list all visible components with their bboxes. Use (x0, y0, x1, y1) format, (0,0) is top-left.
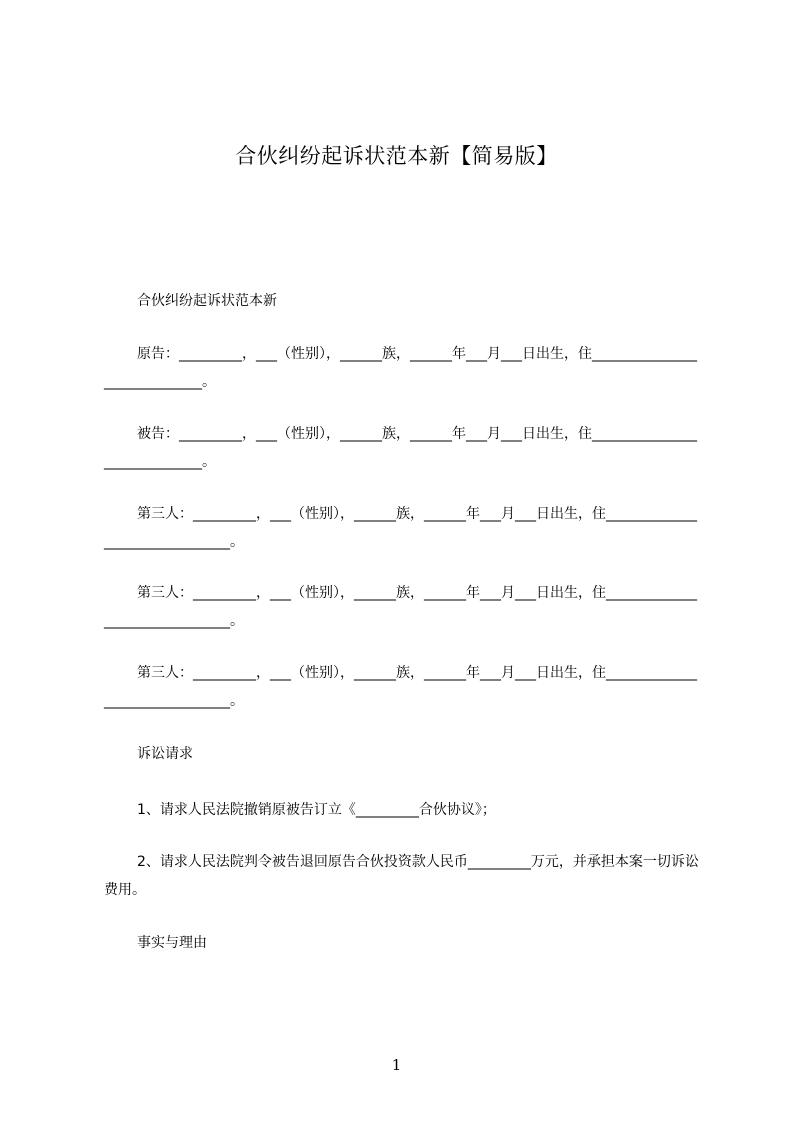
page-number: 1 (391, 1056, 402, 1074)
party-plaintiff: 原告：_________，___（性别），______族，______年___月___日出生，住_____________________________。 (104, 346, 697, 390)
claims-heading: 诉讼请求 (137, 746, 193, 762)
document-title: 合伙纠纷起诉状范本新【简易版】 (235, 144, 558, 168)
claim-item-1: 1、请求人民法院撤销原被告订立《_________合伙协议》； (137, 802, 496, 818)
party-defendant: 被告：_________，___（性别），______族，______年___月___日出生，住_____________________________。 (104, 426, 697, 470)
document-subtitle: 合伙纠纷起诉状范本新 (137, 293, 277, 309)
facts-heading: 事实与理由 (137, 935, 207, 951)
claim-item-2: 2、请求人民法院判令被告退回原告合伙投资款人民币_________万元，并承担本案一切诉讼费用。 (104, 854, 699, 898)
party-third-3: 第三人：_________，___（性别），______族，______年___月___日出生，住_______________________________。 (104, 665, 697, 709)
party-third-2: 第三人：_________，___（性别），______族，______年___月___日出生，住_______________________________。 (104, 585, 697, 629)
party-third-1: 第三人：_________，___（性别），______族，______年___月___日出生，住_______________________________。 (104, 506, 697, 550)
